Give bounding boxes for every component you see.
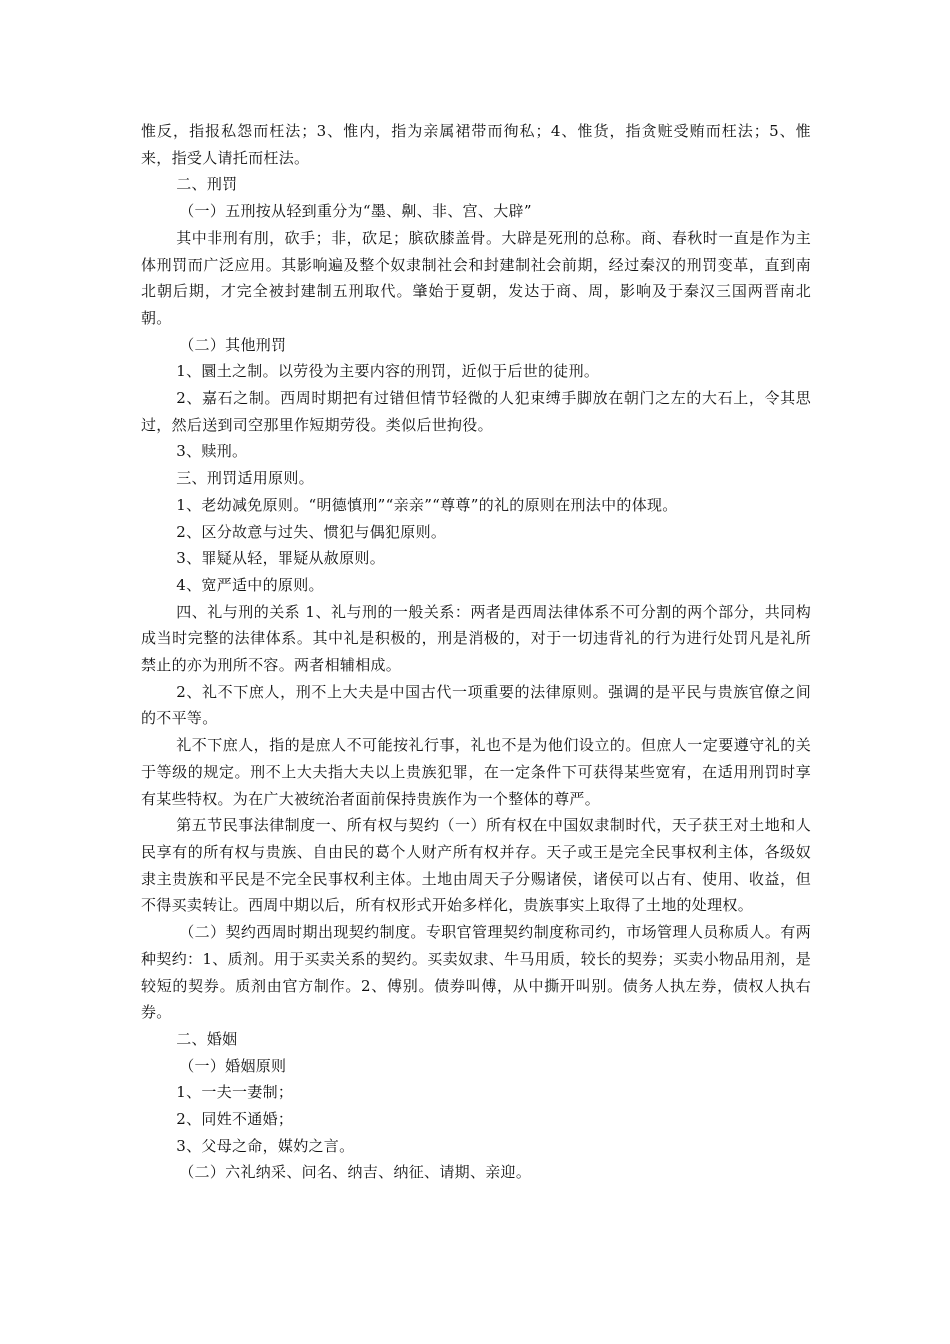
paragraph: 2、礼不下庶人，刑不上大夫是中国古代一项重要的法律原则。强调的是平民与贵族官僚之间的不平等。 bbox=[141, 682, 811, 728]
list-item: 2、区分故意与过失、惯犯与偶犯原则。 bbox=[176, 522, 447, 541]
list-item: 3、父母之命，媒妁之言。 bbox=[176, 1136, 355, 1155]
list-item: 2、同姓不通婚； bbox=[176, 1110, 294, 1129]
list-item: 3、赎刑。 bbox=[176, 442, 248, 461]
subsection-heading: （二）其他刑罚 bbox=[179, 335, 287, 354]
list-item: 4、宽严适中的原则。 bbox=[176, 575, 324, 594]
paragraph: 四、礼与刑的关系 1、礼与刑的一般关系：两者是西周法律体系不可分割的两个部分，共同构成当时完整的法律体系。其中礼是积极的，刑是消极的，对于一切违背礼的行为进行处罚凡是礼所禁止的亦为刑所不容。两者相辅相成。 bbox=[141, 602, 811, 675]
subsection-heading: （二）六礼纳采、问名、纳吉、纳征、请期、亲迎。 bbox=[179, 1163, 532, 1182]
document-body bbox=[141, 118, 811, 1186]
subsection-heading: （一）五刑按从轻到重分为“墨、劓、非、宫、大辟” bbox=[179, 202, 532, 221]
section-heading: 二、婚姻 bbox=[176, 1029, 238, 1048]
list-item: 1、一夫一妻制； bbox=[176, 1083, 294, 1102]
subsection-heading: （一）婚姻原则 bbox=[179, 1056, 287, 1075]
list-item: 2、嘉石之制。西周时期把有过错但情节轻微的人犯束缚手脚放在朝门之左的大石上，令其思过，然后送到司空那里作短期劳役。类似后世拘役。 bbox=[141, 389, 811, 434]
list-item: 3、罪疑从轻，罪疑从赦原则。 bbox=[176, 549, 385, 568]
list-item: 1、圜土之制。以劳役为主要内容的刑罚，近似于后世的徒刑。 bbox=[176, 362, 600, 381]
paragraph: 第五节民事法律制度一、所有权与契约（一）所有权在中国奴隶制时代，天子获王对土地和人民享有的所有权与贵族、自由民的葛个人财产所有权并存。天子或王是完全民事权利主体，各级奴隶主贵族和平民是不完全民事权利主体。土地由周天子分赐诸侯，诸侯可以占有、使用、收益，但不得买卖转让。西周中期以后，所有权形式开始多样化，贵族事实上取得了土地的处理权。 bbox=[141, 816, 811, 915]
paragraph: （二）契约西周时期出现契约制度。专职官管理契约制度称司约，市场管理人员称质人。有两种契约：1、质剂。用于买卖关系的契约。买卖奴隶、牛马用质，较长的契券；买卖小物品用剂，是较短的契券。质剂由官方制作。2、傅别。债券叫傅，从中撕开叫别。债务人执左券，债权人执右券。 bbox=[141, 923, 811, 1022]
section-heading: 三、刑罚适用原则。 bbox=[176, 469, 314, 488]
paragraph: 惟反，指报私怨而枉法；3、惟内，指为亲属裙带而徇私；4、惟货，指贪赃受贿而枉法；5、惟来，指受人请托而枉法。 bbox=[141, 122, 811, 167]
paragraph: 礼不下庶人，指的是庶人不可能按礼行事，礼也不是为他们设立的。但庶人一定要遵守礼的关于等级的规定。刑不上大夫指大夫以上贵族犯罪，在一定条件下可获得某些宽宥，在适用刑罚时享有某些特权。为在广大被统治者面前保持贵族作为一个整体的尊严。 bbox=[141, 736, 811, 808]
list-item: 1、老幼减免原则。“明德慎刑”“亲亲”“尊尊”的礼的原则在刑法中的体现。 bbox=[176, 495, 678, 514]
section-heading: 二、刑罚 bbox=[176, 175, 238, 194]
paragraph: 其中非刑有刖，砍手；非，砍足；膑砍膝盖骨。大辟是死刑的总称。商、春秋时一直是作为主体刑罚而广泛应用。其影响遍及整个奴隶制社会和封建制社会前期，经过秦汉的刑罚变革，直到南北朝后期，才完全被封建制五刑取代。肇始于夏朝，发达于商、周，影响及于秦汉三国两晋南北朝。 bbox=[141, 228, 811, 327]
